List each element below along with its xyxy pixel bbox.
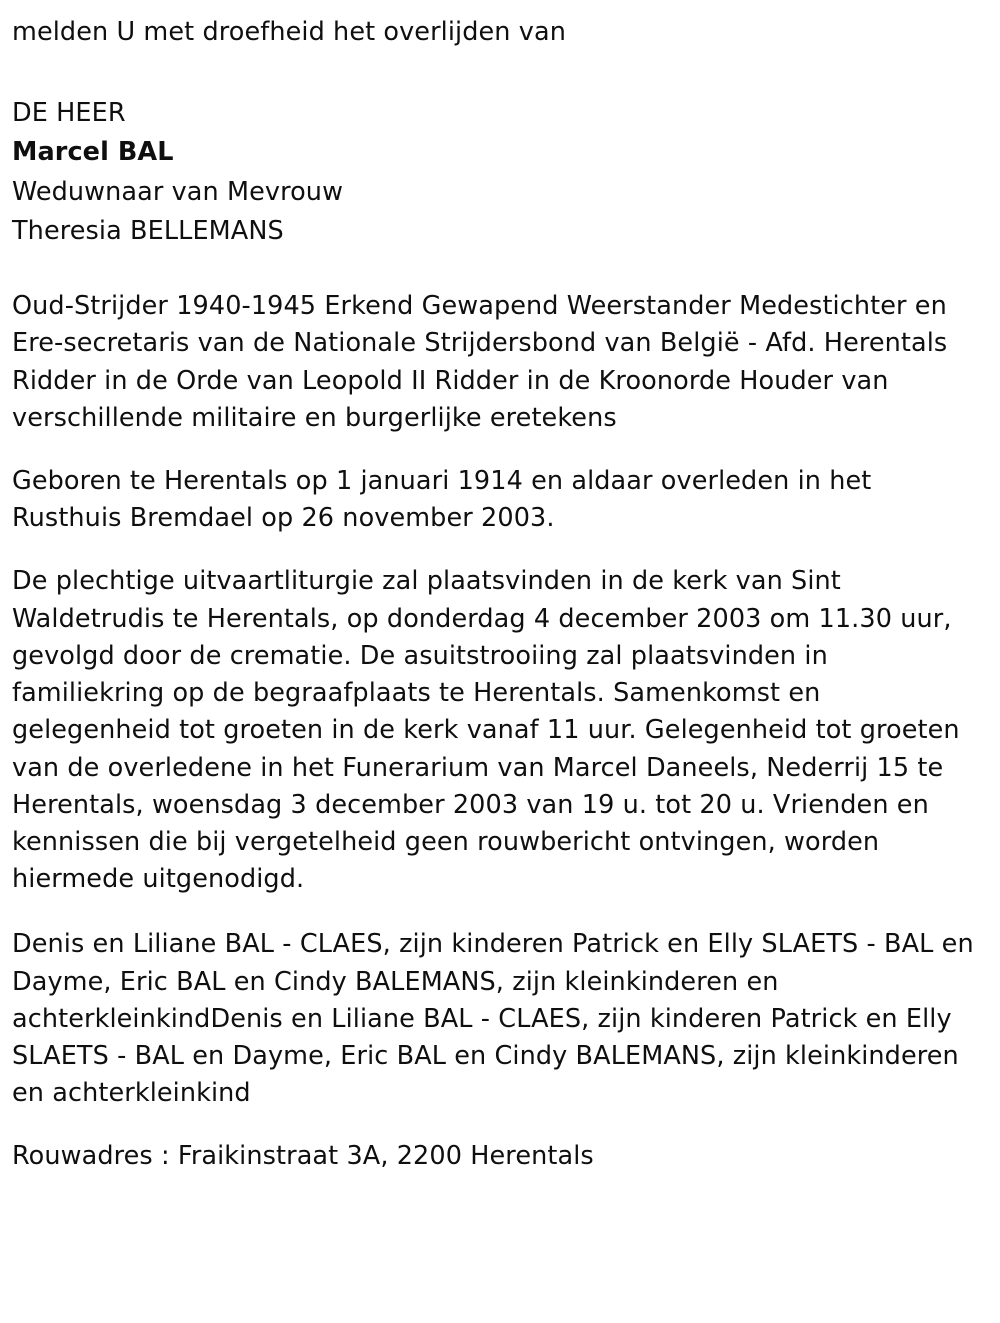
family-paragraph: Denis en Liliane BAL - CLAES, zijn kinderen Patrick en Elly SLAETS - BAL en Dayme, Eric BAL en Cindy BALEMANS, zijn kleinkinderen en achterkleinkindDenis en Liliane BAL - CLAES, zijn kinderen Patrick en Elly SLAETS - BAL en Dayme, Eric BAL en Cindy BALEMANS, zijn kleinkinderen en achterkleinkind [12, 929, 974, 1109]
mourning-address: Rouwadres : Fraikinstraat 3A, 2200 Herentals [12, 1141, 594, 1172]
honorific-label: DE HEER [12, 98, 126, 129]
spouse-name: Theresia BELLEMANS [12, 215, 284, 246]
deceased-name: Marcel BAL [12, 137, 174, 168]
service-details-paragraph: De plechtige uitvaartliturgie zal plaatsvinden in de kerk van Sint Waldetrudis te Herentals, op donderdag 4 december 2003 om 11.30 uur, gevolgd door de crematie. De asuitstrooiing zal plaatsvinden in familiekring op de begraafplaats te Herentals. Samenkomst en gelegenheid tot groeten in de kerk vanaf 11 uur. Gelegenheid tot groeten van de overledene in het Funerarium van Marcel Daneels, Nederrij 15 te Herentals, woensdag 3 december 2003 van 19 u. tot 20 u. Vrienden en kennissen die bij vergetelheid geen rouwbericht ontvingen, worden hiermede uitgenodigd. [12, 566, 960, 895]
death-notice [12, 14, 976, 1176]
birth-death-paragraph: Geboren te Herentals op 1 januari 1914 en aldaar overleden in het Rusthuis Bremdael op 26 november 2003. [12, 465, 872, 534]
intro-paragraph: melden U met droefheid het overlijden van [12, 17, 566, 47]
deceased-header-block [12, 95, 976, 250]
relation-label: Weduwnaar van Mevrouw [12, 176, 344, 207]
honours-paragraph: Oud-Strijder 1940-1945 Erkend Gewapend Weerstander Medestichter en Ere-secretaris van de Nationale Strijdersbond van België - Afd. Herentals Ridder in de Orde van Leopold II Ridder in de Kroonorde Houder van verschillende militaire en burgerlijke eretekens [12, 291, 948, 433]
